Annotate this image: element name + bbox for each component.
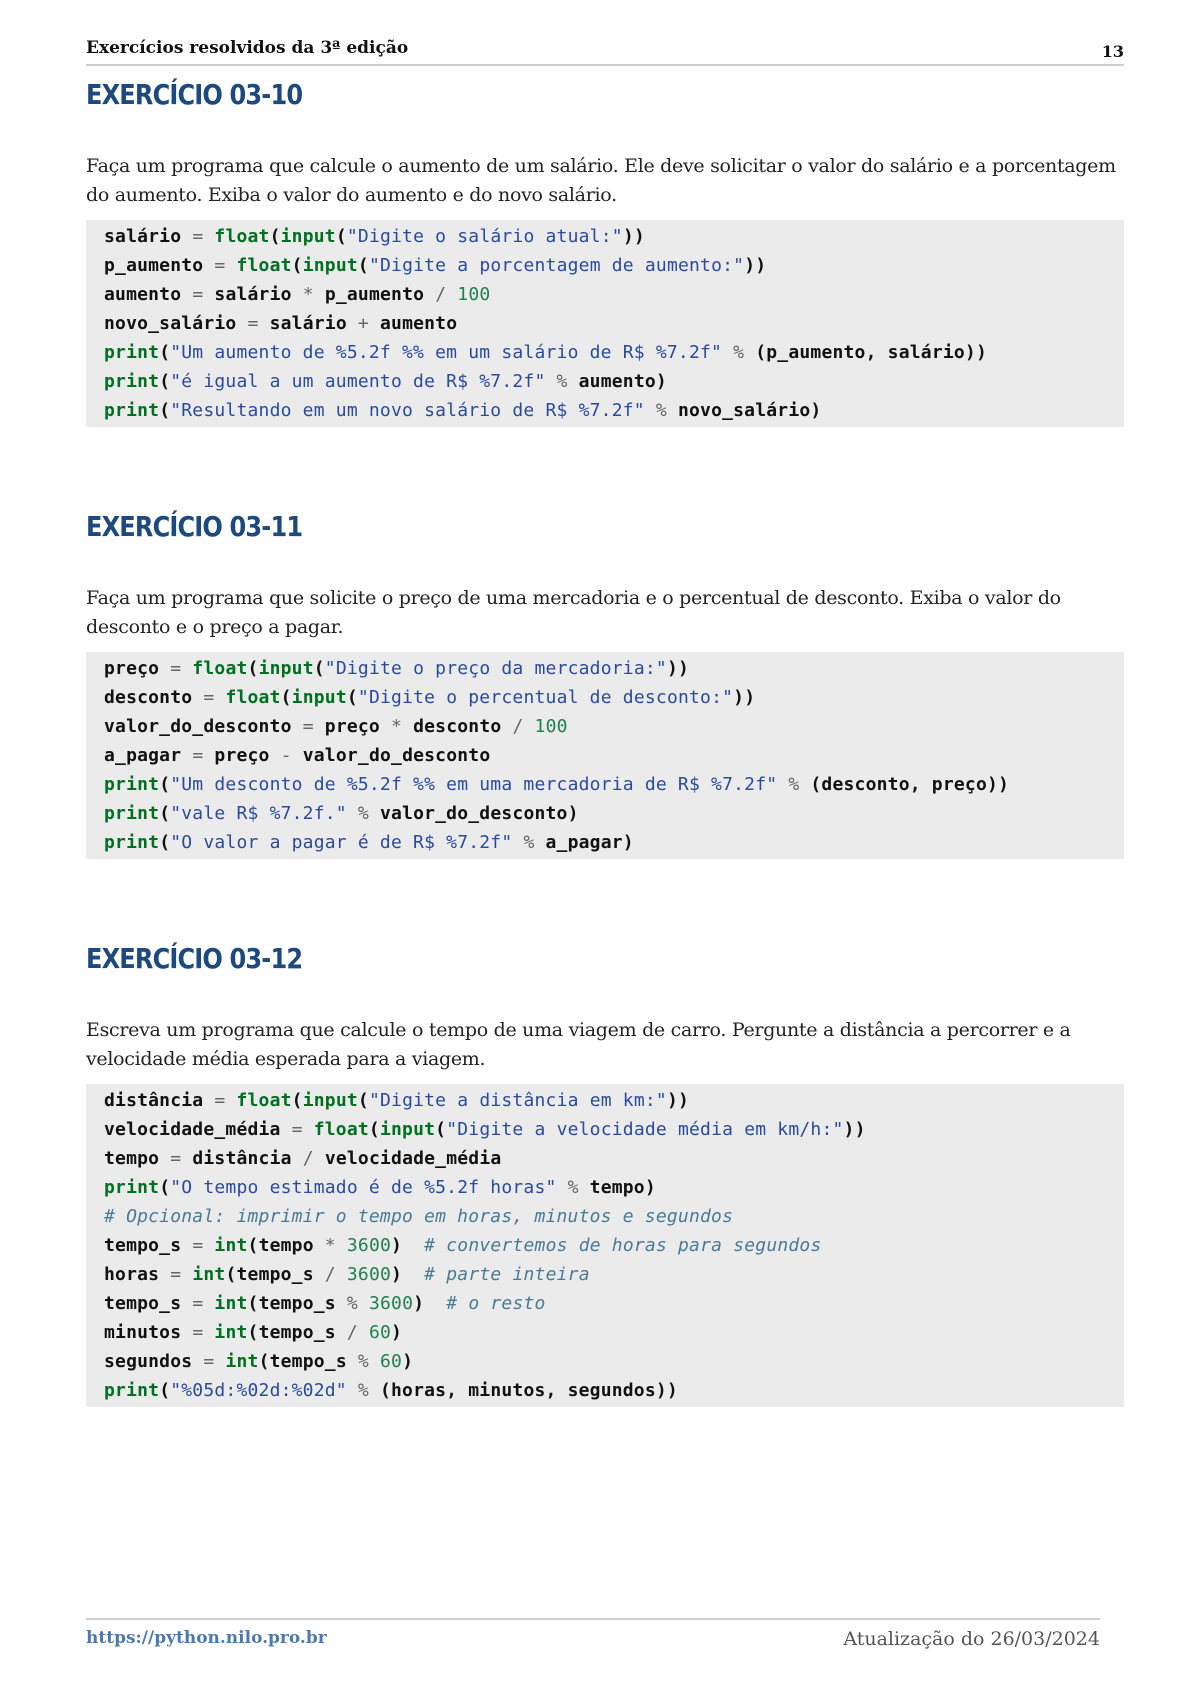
code-token (181, 658, 192, 679)
code-token: aumento (380, 313, 458, 334)
code-token (181, 284, 192, 305)
code-token: ( (159, 832, 171, 853)
code-token: ) (391, 1322, 403, 1343)
code-token (181, 1235, 192, 1256)
code-token: = (247, 313, 259, 334)
code-token (314, 716, 325, 737)
code-token (181, 1264, 192, 1285)
code-token (292, 716, 303, 737)
code-token: + (357, 313, 369, 334)
page-footer (86, 1618, 1100, 1660)
code-token: int (192, 1264, 226, 1285)
code-token: "Resultando em um novo salário de R$ %7.2f" (170, 400, 645, 421)
code-token: "é igual a um aumento de R$ %7.2f" (170, 371, 546, 392)
code-token (446, 284, 457, 305)
code-token: (tempo_s (247, 1322, 347, 1343)
code-token: = (214, 255, 226, 276)
code-token (777, 774, 788, 795)
code-line (104, 1115, 1124, 1144)
code-token (214, 687, 225, 708)
code-token: input (379, 1119, 436, 1140)
code-token: ( (357, 255, 369, 276)
code-token: * (302, 284, 314, 305)
code-token: segundos (104, 1351, 193, 1372)
exercise-section-2 (86, 510, 1124, 859)
code-token: (tempo_s (247, 1293, 347, 1314)
code-token: print (104, 774, 160, 795)
code-token: "O tempo estimado é de %5.2f horas" (170, 1177, 557, 1198)
exercise-title: EXERCÍCIO 03-11 (86, 510, 303, 543)
code-token: % (357, 803, 369, 824)
code-token: ( (159, 803, 171, 824)
code-token: / (324, 1264, 336, 1285)
code-token: int (225, 1351, 259, 1372)
code-token: / (512, 716, 524, 737)
code-token: = (203, 687, 215, 708)
code-token (203, 745, 214, 766)
code-token: p_aumento (104, 255, 204, 276)
code-token (347, 1380, 358, 1401)
code-token (336, 1264, 347, 1285)
code-token: ) (391, 1264, 425, 1285)
code-token (512, 832, 523, 853)
code-token: )) (666, 1090, 690, 1111)
code-token: valor_do_desconto (302, 745, 491, 766)
code-block (86, 220, 1124, 427)
code-token: ( (346, 687, 358, 708)
code-token (203, 284, 214, 305)
code-token (557, 1177, 568, 1198)
header-title: Exercícios resolvidos da 3ª edição (86, 38, 409, 58)
code-token: distância (192, 1148, 292, 1169)
code-token: ( (159, 371, 171, 392)
code-token: ( (280, 687, 292, 708)
code-token: )) (666, 658, 690, 679)
code-token: "Digite o percentual de desconto:" (357, 687, 734, 708)
code-token: % (556, 371, 568, 392)
code-token: print (104, 1177, 160, 1198)
code-token: (horas, minutos, segundos)) (368, 1380, 678, 1401)
code-token: preço (104, 658, 160, 679)
code-token: desconto (413, 716, 502, 737)
code-token: = (170, 658, 182, 679)
code-token: (tempo_s (258, 1351, 358, 1372)
code-token: preço (214, 745, 270, 766)
code-line (104, 1144, 1124, 1173)
code-token: 60 (368, 1322, 392, 1343)
code-token: float (214, 226, 270, 247)
code-token: (p_aumento, salário)) (744, 342, 987, 363)
code-token: 100 (534, 716, 568, 737)
code-token (159, 1264, 170, 1285)
code-token: "vale R$ %7.2f." (170, 803, 347, 824)
code-token (336, 1235, 347, 1256)
code-token: 100 (457, 284, 491, 305)
exercise-text: Escreva um programa que calcule o tempo de uma viagem de carro. Pergunte a distância a percorrer e a velocidade média esperada para a viagem. (86, 1019, 1071, 1070)
code-line (104, 799, 1124, 828)
code-line (104, 712, 1124, 741)
code-token: ( (159, 400, 171, 421)
code-token: tempo_s (104, 1293, 182, 1314)
code-token: float (192, 658, 248, 679)
exercise-text: Faça um programa que solicite o preço de uma mercadoria e o percentual de desconto. Exiba o valor do desconto e o preço a pagar. (86, 587, 1061, 638)
code-token: = (192, 1235, 204, 1256)
code-token: "Um aumento de %5.2f %% em um salário de R$ %7.2f" (170, 342, 723, 363)
footer-url-link[interactable]: https://python.nilo.pro.br (86, 1628, 327, 1648)
code-token: # Opcional: imprimir o tempo em horas, minutos e segundos (104, 1206, 734, 1227)
code-token: print (104, 342, 160, 363)
code-token: = (170, 1264, 182, 1285)
code-token (369, 313, 380, 334)
code-token: velocidade_média (324, 1148, 502, 1169)
code-token: print (104, 1380, 160, 1401)
code-token (501, 716, 512, 737)
code-token: # o resto (446, 1293, 546, 1314)
code-token: input (258, 658, 314, 679)
code-token (181, 1322, 192, 1343)
code-token: novo_salário) (666, 400, 822, 421)
code-token: 3600 (346, 1264, 392, 1285)
code-token: valor_do_desconto (104, 716, 292, 737)
code-token: float (313, 1119, 369, 1140)
code-token (203, 1235, 214, 1256)
page-header (86, 36, 1124, 66)
code-token: ( (159, 342, 171, 363)
code-token: * (391, 716, 403, 737)
code-token: (tempo_s (225, 1264, 325, 1285)
code-token: velocidade_média (104, 1119, 281, 1140)
code-token: % (567, 1177, 579, 1198)
code-token (181, 745, 192, 766)
code-token: input (280, 226, 336, 247)
code-token: )) (744, 255, 767, 276)
code-line (104, 309, 1124, 338)
code-token: % (733, 342, 745, 363)
code-token (722, 342, 733, 363)
code-token (524, 716, 535, 737)
exercise-text: Faça um programa que calcule o aumento de um salário. Ele deve solicitar o valor do salário e a porcentagem do aumento. Exiba o valor do aumento e do novo salário. (86, 155, 1116, 206)
code-token: print (104, 371, 160, 392)
code-token: tempo (104, 1148, 160, 1169)
code-token: float (236, 1090, 292, 1111)
code-token (181, 1148, 192, 1169)
code-token: ) (391, 1235, 425, 1256)
code-line (104, 251, 1124, 280)
code-token: ( (313, 658, 325, 679)
code-token: "Digite o preço da mercadoria:" (324, 658, 667, 679)
code-token: # convertemos de horas para segundos (424, 1235, 822, 1256)
code-token (292, 745, 303, 766)
code-line (104, 1289, 1124, 1318)
code-token: 3600 (346, 1235, 392, 1256)
code-token: "%05d:%02d:%02d" (170, 1380, 347, 1401)
footer-updated-date: Atualização do 26/03/2024 (843, 1628, 1100, 1650)
code-token: input (302, 1090, 358, 1111)
code-token (369, 1351, 380, 1372)
code-token (203, 255, 214, 276)
code-token: ( (269, 226, 281, 247)
page-number: 13 (1101, 42, 1124, 61)
code-token (181, 1293, 192, 1314)
code-token (259, 313, 270, 334)
code-token: % (523, 832, 535, 853)
code-token (225, 1090, 236, 1111)
code-token: float (236, 255, 292, 276)
code-token (546, 371, 557, 392)
code-token: ( (291, 255, 303, 276)
code-token: = (214, 1090, 226, 1111)
code-token: ( (368, 1119, 380, 1140)
code-token: = (192, 1293, 204, 1314)
code-token: = (192, 1322, 204, 1343)
code-token: "Digite a velocidade média em km/h:" (446, 1119, 844, 1140)
exercise-title: EXERCÍCIO 03-10 (86, 78, 303, 111)
code-token: distância (104, 1090, 204, 1111)
code-token: salário (269, 313, 347, 334)
code-token: - (280, 745, 292, 766)
code-line (104, 367, 1124, 396)
code-token (292, 1148, 303, 1169)
code-token: "O valor a pagar é de R$ %7.2f" (170, 832, 513, 853)
code-token: input (291, 687, 347, 708)
code-token: ( (435, 1119, 447, 1140)
code-token: int (214, 1235, 248, 1256)
code-block (86, 652, 1124, 859)
code-token: )) (622, 226, 645, 247)
code-token: int (214, 1322, 248, 1343)
code-token: print (104, 803, 160, 824)
code-token: "Um desconto de %5.2f %% em uma mercadoria de R$ %7.2f" (170, 774, 778, 795)
code-token: tempo_s (104, 1235, 182, 1256)
code-token (192, 687, 203, 708)
code-line (104, 1347, 1124, 1376)
code-token: % (346, 1293, 358, 1314)
code-token: = (291, 1119, 303, 1140)
code-token: = (170, 1148, 182, 1169)
code-line (104, 1260, 1124, 1289)
code-token: salário (104, 226, 182, 247)
code-line (104, 1202, 1124, 1231)
code-token (314, 284, 325, 305)
code-line (104, 338, 1124, 367)
code-line (104, 222, 1124, 251)
code-token: a_pagar) (534, 832, 634, 853)
code-token: print (104, 400, 160, 421)
code-token (159, 1148, 170, 1169)
code-token: 60 (380, 1351, 403, 1372)
code-token: * (324, 1235, 336, 1256)
code-token: aumento (104, 284, 182, 305)
code-token (303, 1119, 314, 1140)
code-token: float (225, 687, 281, 708)
code-token (225, 255, 236, 276)
code-token: tempo) (578, 1177, 656, 1198)
code-token: % (788, 774, 800, 795)
code-token (358, 1322, 369, 1343)
code-token (159, 658, 170, 679)
code-token: salário (214, 284, 292, 305)
code-token: % (357, 1351, 369, 1372)
code-token (402, 716, 413, 737)
code-token: / (346, 1322, 358, 1343)
code-token: int (214, 1293, 248, 1314)
code-token: novo_salário (104, 313, 237, 334)
code-token (203, 226, 214, 247)
code-token (236, 313, 247, 334)
code-token: (desconto, preço)) (799, 774, 1010, 795)
code-token: % (655, 400, 667, 421)
code-line (104, 1173, 1124, 1202)
code-token (270, 745, 281, 766)
code-token: % (357, 1380, 369, 1401)
code-token: minutos (104, 1322, 182, 1343)
code-token: desconto (104, 687, 193, 708)
code-line (104, 741, 1124, 770)
code-token: a_pagar (104, 745, 182, 766)
code-token (292, 284, 303, 305)
code-line (104, 1086, 1124, 1115)
code-token: = (192, 284, 204, 305)
code-token (380, 716, 391, 737)
code-token: aumento) (567, 371, 667, 392)
code-token (203, 1293, 214, 1314)
code-token: )) (843, 1119, 866, 1140)
code-token: p_aumento (324, 284, 425, 305)
code-line (104, 1376, 1124, 1405)
code-token: ( (159, 1177, 171, 1198)
code-token: # parte inteira (424, 1264, 590, 1285)
code-line (104, 828, 1124, 857)
exercise-title: EXERCÍCIO 03-12 (86, 942, 303, 975)
exercise-section-3 (86, 942, 1124, 1407)
code-line (104, 1231, 1124, 1260)
code-token: ) (402, 1351, 414, 1372)
code-token: / (302, 1148, 314, 1169)
code-token (214, 1351, 225, 1372)
code-line (104, 396, 1124, 425)
code-token (203, 1322, 214, 1343)
code-token (424, 284, 435, 305)
code-line (104, 1318, 1124, 1347)
code-token: = (192, 745, 204, 766)
code-token (347, 313, 358, 334)
code-block (86, 1084, 1124, 1407)
code-token: "Digite a distância em km:" (368, 1090, 667, 1111)
code-token: ( (159, 774, 171, 795)
code-token (281, 1119, 292, 1140)
code-token: preço (324, 716, 380, 737)
code-line (104, 654, 1124, 683)
code-token: "Digite a porcentagem de aumento:" (368, 255, 745, 276)
code-token (645, 400, 656, 421)
code-token: ( (335, 226, 347, 247)
code-line (104, 280, 1124, 309)
code-token: / (435, 284, 447, 305)
code-token: (tempo (247, 1235, 325, 1256)
code-token: ( (291, 1090, 303, 1111)
code-token: = (192, 226, 204, 247)
code-token: ( (247, 658, 259, 679)
code-token: ( (159, 1380, 171, 1401)
code-token (347, 803, 358, 824)
code-token: )) (733, 687, 756, 708)
exercise-section-1 (86, 78, 1124, 427)
code-token: valor_do_desconto) (368, 803, 579, 824)
code-line (104, 770, 1124, 799)
code-token: input (302, 255, 358, 276)
code-token: ) (413, 1293, 447, 1314)
code-token (314, 1148, 325, 1169)
code-token: horas (104, 1264, 160, 1285)
code-line (104, 683, 1124, 712)
code-token: = (302, 716, 314, 737)
code-token (192, 1351, 203, 1372)
code-token: = (203, 1351, 215, 1372)
code-token: 3600 (368, 1293, 414, 1314)
code-token (203, 1090, 214, 1111)
code-token (358, 1293, 369, 1314)
code-token: ( (357, 1090, 369, 1111)
code-token: print (104, 832, 160, 853)
code-token (181, 226, 192, 247)
code-token: "Digite o salário atual:" (346, 226, 623, 247)
